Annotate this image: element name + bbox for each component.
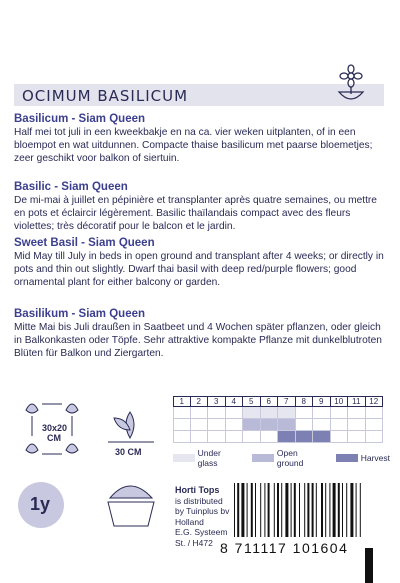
- sowing-calendar: [173, 396, 383, 443]
- month-label: 5: [243, 396, 261, 407]
- calendar-cell: [331, 419, 349, 431]
- legend-label: Under glass: [197, 448, 221, 468]
- calendar-cell: [243, 431, 261, 443]
- calendar-cell: [348, 431, 366, 443]
- calendar-cell: [208, 431, 226, 443]
- section-text: Mitte Mai bis Juli draußen in Saatbeet und 4 Wochen später pflanzen, oder gleich in Balkonkasten oder Töpfe. Sehr attraktive kompakte Pflanze mit dunkelblutroten Blüten für Balkon und Ziergarten.: [14, 322, 382, 360]
- height-label: 30 CM: [115, 447, 142, 457]
- pot-icon: [100, 476, 162, 534]
- calendar-row-harvest: [173, 431, 383, 443]
- calendar-cell: [191, 419, 209, 431]
- supplier-info: [175, 485, 229, 548]
- legend-label: Open ground: [276, 448, 304, 468]
- calendar-row-open-ground: [173, 419, 383, 431]
- calendar-cell: [348, 419, 366, 431]
- annual-badge: [18, 482, 64, 528]
- month-label: 11: [348, 396, 366, 407]
- month-label: 3: [208, 396, 226, 407]
- spacing-label: 30x20 CM: [42, 423, 68, 443]
- section-german: [14, 307, 390, 361]
- calendar-cell: [226, 419, 244, 431]
- supplier-line: Holland: [175, 516, 204, 527]
- section-text: Mid May till July in beds in open ground and transplant after 4 weeks; or directly in pots and thin out slightly. Dwarf thai basil with deep red/purple flowers; good ornamental plant for either balcony or garden.: [14, 251, 384, 289]
- calendar-cell: [226, 431, 244, 443]
- month-label: 1: [173, 396, 191, 407]
- barcode: [230, 483, 386, 539]
- supplier-line: E.G. Systeem: [175, 527, 228, 537]
- calendar-cell: [296, 419, 314, 431]
- calendar-cell: [296, 431, 314, 443]
- calendar-cell: [331, 407, 349, 419]
- section-french: [14, 180, 390, 234]
- calendar-cell: [278, 407, 296, 419]
- supplier-name: Horti Tops: [175, 485, 220, 495]
- edge-marker: [365, 548, 373, 583]
- section-english: [14, 236, 390, 290]
- calendar-cell: [313, 431, 331, 443]
- calendar-months: [173, 396, 383, 407]
- title-bar: [14, 84, 384, 106]
- month-label: 6: [261, 396, 279, 407]
- section-text: De mi-mai à juillet en pépinière et transplanter après quatre semaines, ou mettre en pots et éclaircir légèrement. Basilic thaïlandais compact avec des fleurs violettes; très décoratif pour le balcon et le jardin.: [14, 195, 377, 233]
- section-heading: Basilikum - Siam Queen: [14, 308, 146, 320]
- calendar-cell: [173, 407, 191, 419]
- calendar-cell: [243, 419, 261, 431]
- legend-swatch: [336, 454, 358, 462]
- calendar-cell: [173, 419, 191, 431]
- legend-swatch: [252, 454, 274, 462]
- supplier-line: by Tuinplus bv: [175, 506, 230, 516]
- month-label: 4: [226, 396, 244, 407]
- calendar-cell: [226, 407, 244, 419]
- month-label: 7: [278, 396, 296, 407]
- section-heading: Basilicum - Siam Queen: [14, 113, 146, 125]
- barcode-digits: 8 711117 101604: [220, 540, 349, 556]
- calendar-cell: [261, 419, 279, 431]
- calendar-cell: [366, 407, 384, 419]
- calendar-cell: [331, 431, 349, 443]
- species-title: OCIMUM BASILICUM: [22, 87, 189, 105]
- life-cycle-label: 1y: [30, 494, 51, 514]
- calendar-cell: [313, 419, 331, 431]
- month-label: 2: [191, 396, 209, 407]
- section-heading: Sweet Basil - Siam Queen: [14, 237, 155, 249]
- calendar-cell: [278, 419, 296, 431]
- month-label: 8: [296, 396, 314, 407]
- calendar-cell: [243, 407, 261, 419]
- legend-harvest: [336, 448, 390, 468]
- calendar-cell: [191, 431, 209, 443]
- calendar-cell: [191, 407, 209, 419]
- flower-logo-icon: [334, 62, 368, 110]
- legend-open-ground: [252, 448, 325, 468]
- supplier-line: St. / H472: [175, 537, 213, 548]
- plant-height-icon: [100, 400, 162, 448]
- calendar-cell: [278, 431, 296, 443]
- calendar-cell: [366, 419, 384, 431]
- calendar-cell: [208, 419, 226, 431]
- calendar-cell: [348, 407, 366, 419]
- info-panel: [0, 392, 400, 583]
- month-label: 9: [313, 396, 331, 407]
- calendar-row-under-glass: [173, 407, 383, 419]
- legend-label: Harvest: [360, 453, 390, 463]
- month-label: 10: [331, 396, 349, 407]
- calendar-cell: [296, 407, 314, 419]
- section-text: Half mei tot juli in een kweekbakje en na ca. vier weken uitplanten, of in een bloempot en wat uitdunnen. Compacte thaise basilicum met paarse bloemetjes; zeer geschikt voor balkon of siertuin.: [14, 127, 373, 165]
- section-heading: Basilic - Siam Queen: [14, 181, 128, 193]
- calendar-cell: [313, 407, 331, 419]
- legend-swatch: [173, 454, 195, 462]
- section-dutch: [14, 112, 390, 166]
- calendar-cell: [261, 431, 279, 443]
- calendar-cell: [261, 407, 279, 419]
- calendar-legend: [173, 448, 400, 468]
- legend-under-glass: [173, 448, 242, 468]
- calendar-cell: [366, 431, 384, 443]
- calendar-cell: [208, 407, 226, 419]
- supplier-line: is distributed: [175, 495, 223, 506]
- calendar-cell: [173, 431, 191, 443]
- month-label: 12: [366, 396, 384, 407]
